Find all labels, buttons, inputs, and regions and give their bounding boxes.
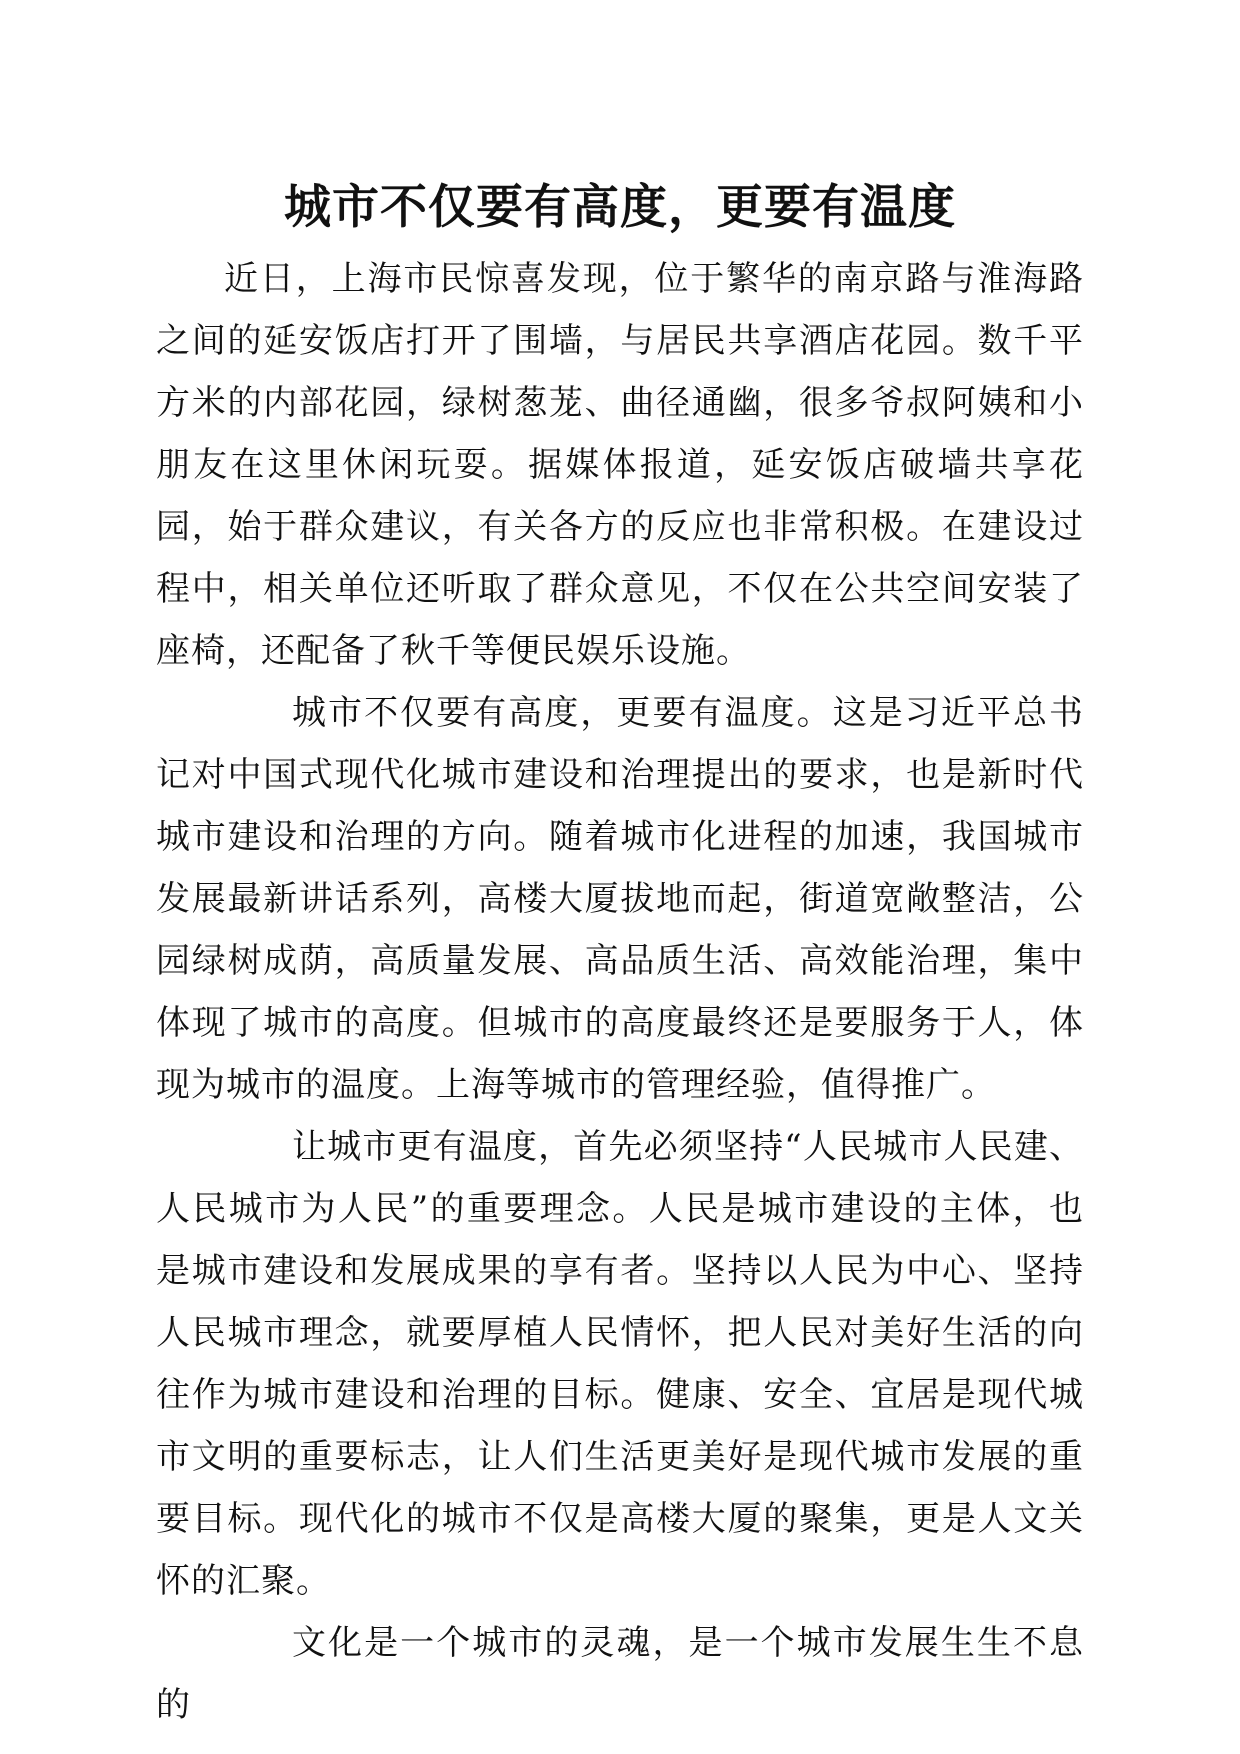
document-title: 城市不仅要有高度，更要有温度 xyxy=(284,180,956,235)
document-body xyxy=(156,248,1084,1736)
paragraph-1: 近日，上海市民惊喜发现，位于繁华的南京路与淮海路之间的延安饭店打开了围墙，与居民共享酒店花园。数千平方米的内部花园，绿树葱茏、曲径通幽，很多爷叔阿姨和小朋友在这里休闲玩耍。据媒体报道，延安饭店破墙共享花园，始于群众建议，有关各方的反应也非常积极。在建设过程中，相关单位还听取了群众意见，不仅在公共空间安装了座椅，还配备了秋千等便民娱乐设施。 xyxy=(156,259,1084,671)
paragraph-4: 文化是一个城市的灵魂，是一个城市发展生生不息的 xyxy=(156,1623,1084,1725)
paragraph-3: 让城市更有温度，首先必须坚持“人民城市人民建、人民城市为人民”的重要理念。人民是城市建设的主体，也是城市建设和发展成果的享有者。坚持以人民为中心、坚持人民城市理念，就要厚植人民情怀，把人民对美好生活的向往作为城市建设和治理的目标。健康、安全、宜居是现代城市文明的重要标志，让人们生活更美好是现代城市发展的重要目标。现代化的城市不仅是高楼大厦的聚集，更是人文关怀的汇聚。 xyxy=(156,1127,1084,1601)
paragraph-2: 城市不仅要有高度，更要有温度。这是习近平总书记对中国式现代化城市建设和治理提出的要求，也是新时代城市建设和治理的方向。随着城市化进程的加速，我国城市发展最新讲话系列，高楼大厦拔地而起，街道宽敞整洁，公园绿树成荫，高质量发展、高品质生活、高效能治理，集中体现了城市的高度。但城市的高度最终还是要服务于人，体现为城市的温度。上海等城市的管理经验，值得推广。 xyxy=(156,693,1084,1105)
